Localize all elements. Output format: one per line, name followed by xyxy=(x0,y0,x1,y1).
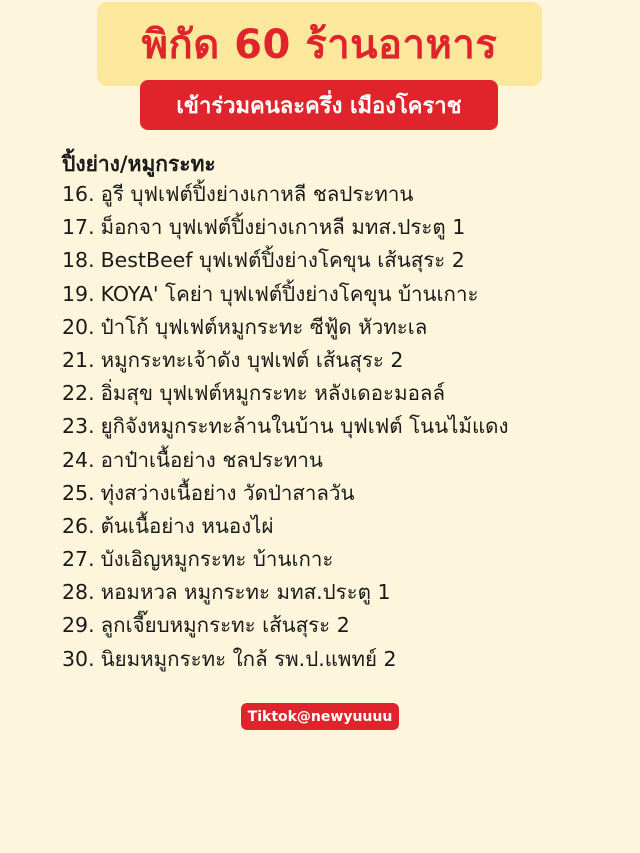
list-item xyxy=(62,410,508,443)
item-number: 20. xyxy=(62,314,95,339)
list-item xyxy=(62,244,508,277)
item-text: KOYA' โคย่า บุฟเฟต์ปิ้งย่างโคขุน บ้านเกาะ xyxy=(100,281,479,306)
item-text: ยูกิจังหมูกระทะล้านในบ้าน บุฟเฟต์ โนนไม้แดง xyxy=(100,414,509,439)
item-text: นิยมหมูกระทะ ใกล้ รพ.ป.แพทย์ 2 xyxy=(100,646,397,671)
item-number: 19. xyxy=(62,281,95,306)
item-text: อูรี บุฟเฟต์ปิ้งย่างเกาหลี ชลประทาน xyxy=(100,182,414,206)
item-number: 21. xyxy=(62,347,95,372)
item-text: บังเอิญหมูกระทะ บ้านเกาะ xyxy=(100,547,334,572)
item-text: หอมหวล หมูกระทะ มทส.ประตู 1 xyxy=(100,580,391,605)
item-text: BestBeef บุฟเฟต์ปิ้งย่างโคขุน เส้นสุระ 2 xyxy=(100,248,465,273)
item-text: ต้นเนื้อย่าง หนองไผ่ xyxy=(100,513,274,538)
item-number: 29. xyxy=(62,613,95,638)
list-item xyxy=(62,510,508,543)
list-item xyxy=(62,444,508,477)
list-item xyxy=(62,344,508,377)
list-item xyxy=(62,609,508,642)
subtitle-banner xyxy=(140,80,498,130)
list-item xyxy=(62,576,508,609)
item-text: หมูกระทะเจ้าดัง บุฟเฟต์ เส้นสุระ 2 xyxy=(100,347,404,372)
page-title: พิกัด 60 ร้านอาหาร xyxy=(141,22,498,68)
section-heading: ปิ้งย่าง/หมูกระทะ xyxy=(62,152,216,176)
item-text: อิ่มสุข บุฟเฟต์หมูกระทะ หลังเดอะมอลล์ xyxy=(100,381,446,406)
item-number: 28. xyxy=(62,580,95,605)
restaurant-list xyxy=(62,178,508,676)
title-banner xyxy=(97,2,542,86)
item-number: 24. xyxy=(62,447,95,472)
list-item xyxy=(62,377,508,410)
list-item xyxy=(62,311,508,344)
tiktok-handle: Tiktok@newyuuuu xyxy=(247,708,393,725)
list-item xyxy=(62,278,508,311)
item-text: อาป๋าเนื้อย่าง ชลประทาน xyxy=(100,447,323,472)
item-text: ลูกเจี๊ยบหมูกระทะ เส้นสุระ 2 xyxy=(100,613,350,638)
item-number: 16. xyxy=(62,182,95,206)
list-item xyxy=(62,178,508,211)
item-text: ป๋าโก้ บุฟเฟต์หมูกระทะ ซีฟู้ด หัวทะเล xyxy=(100,314,428,339)
item-text: ทุ่งสว่างเนื้อย่าง วัดป่าสาลวัน xyxy=(100,480,355,505)
item-number: 23. xyxy=(62,414,95,439)
item-number: 22. xyxy=(62,381,95,406)
list-item xyxy=(62,643,508,676)
item-number: 27. xyxy=(62,547,95,572)
list-item xyxy=(62,543,508,576)
item-number: 30. xyxy=(62,646,95,671)
tiktok-badge xyxy=(241,703,399,730)
page-subtitle: เข้าร่วมคนละครึ่ง เมืองโคราช xyxy=(176,93,462,119)
list-item xyxy=(62,477,508,510)
item-number: 18. xyxy=(62,248,95,273)
item-number: 26. xyxy=(62,513,95,538)
item-number: 25. xyxy=(62,480,95,505)
list-item xyxy=(62,211,508,244)
item-number: 17. xyxy=(62,215,95,240)
item-text: ม็อกจา บุฟเฟต์ปิ้งย่างเกาหลี มทส.ประตู 1 xyxy=(100,215,466,240)
